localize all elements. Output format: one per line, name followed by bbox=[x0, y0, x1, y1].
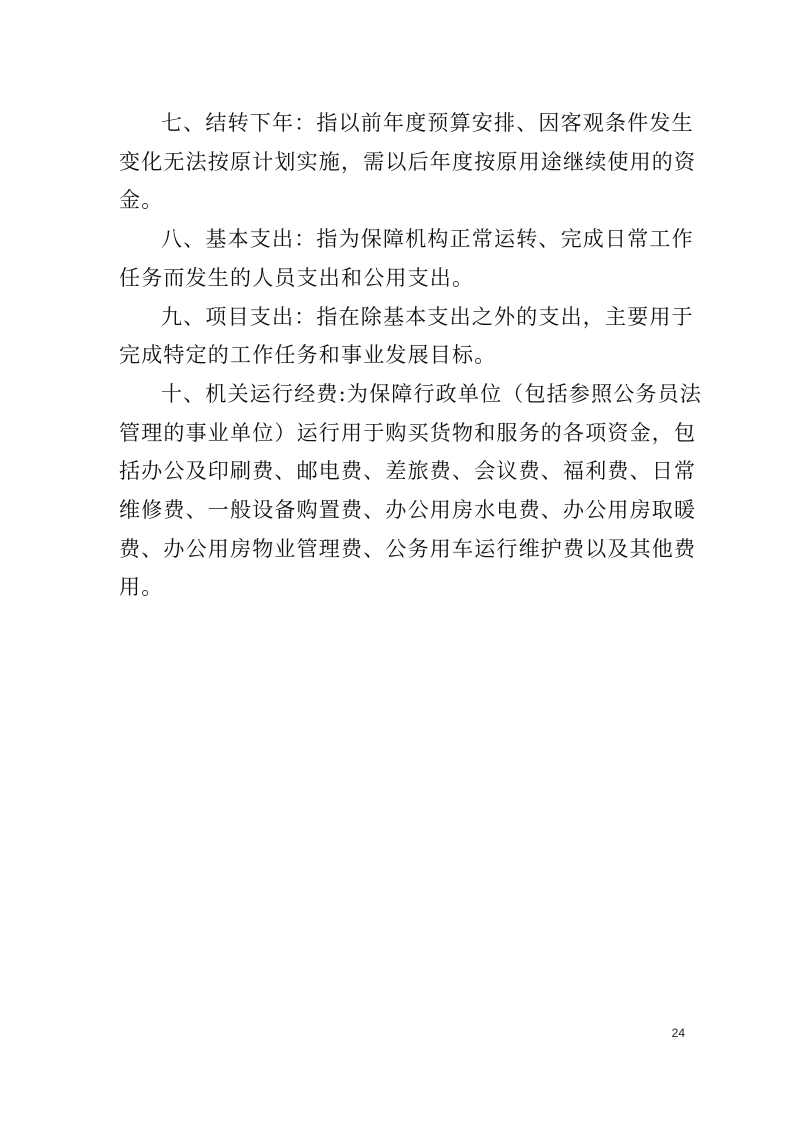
paragraph-line: 任务而发生的人员支出和公用支出。 bbox=[119, 265, 475, 290]
paragraph-line: 管理的事业单位）运行用于购买货物和服务的各项资金，包 bbox=[119, 420, 697, 445]
paragraph-lead: 八、基本支出： bbox=[161, 227, 317, 252]
paragraph-operating-costs bbox=[119, 375, 703, 607]
page-number: 24 bbox=[671, 1026, 685, 1040]
paragraph-line bbox=[119, 298, 694, 337]
paragraph-lead: 九、项目支出： bbox=[161, 304, 317, 329]
paragraph-line: 括办公及印刷费、邮电费、差旅费、会议费、福利费、日常 bbox=[119, 459, 697, 484]
paragraph-line: 用。 bbox=[119, 575, 164, 600]
paragraph-line: 完成特定的工作任务和事业发展目标。 bbox=[119, 343, 497, 368]
paragraph-basic-expenditure bbox=[119, 220, 694, 297]
paragraph-project-expenditure bbox=[119, 298, 694, 375]
paragraph-lead: 七、结转下年： bbox=[161, 111, 317, 135]
paragraph-line: 变化无法按原计划实施，需以后年度按原用途继续使用的资 bbox=[119, 149, 697, 174]
paragraph-lead: 十、机关运行经费: bbox=[161, 381, 347, 406]
paragraph-line: 金。 bbox=[119, 188, 164, 213]
paragraph-text: 指为保障机构正常运转、完成日常工作 bbox=[316, 227, 694, 252]
paragraph-line: 费、办公用房物业管理费、公务用车运行维护费以及其他费 bbox=[119, 536, 697, 561]
paragraph-line bbox=[119, 375, 703, 414]
paragraph-text: 指在除基本支出之外的支出，主要用于 bbox=[316, 304, 694, 329]
paragraph-line: 维修费、一般设备购置费、办公用房水电费、办公用房取暖 bbox=[119, 498, 697, 523]
paragraph-text: 为保障行政单位（包括参照公务员法 bbox=[346, 381, 703, 406]
paragraph-carryover bbox=[119, 104, 697, 220]
paragraph-line bbox=[119, 104, 694, 143]
document-body bbox=[119, 104, 703, 607]
paragraph-line bbox=[119, 220, 694, 259]
paragraph-text: 指以前年度预算安排、因客观条件发生 bbox=[316, 111, 694, 135]
